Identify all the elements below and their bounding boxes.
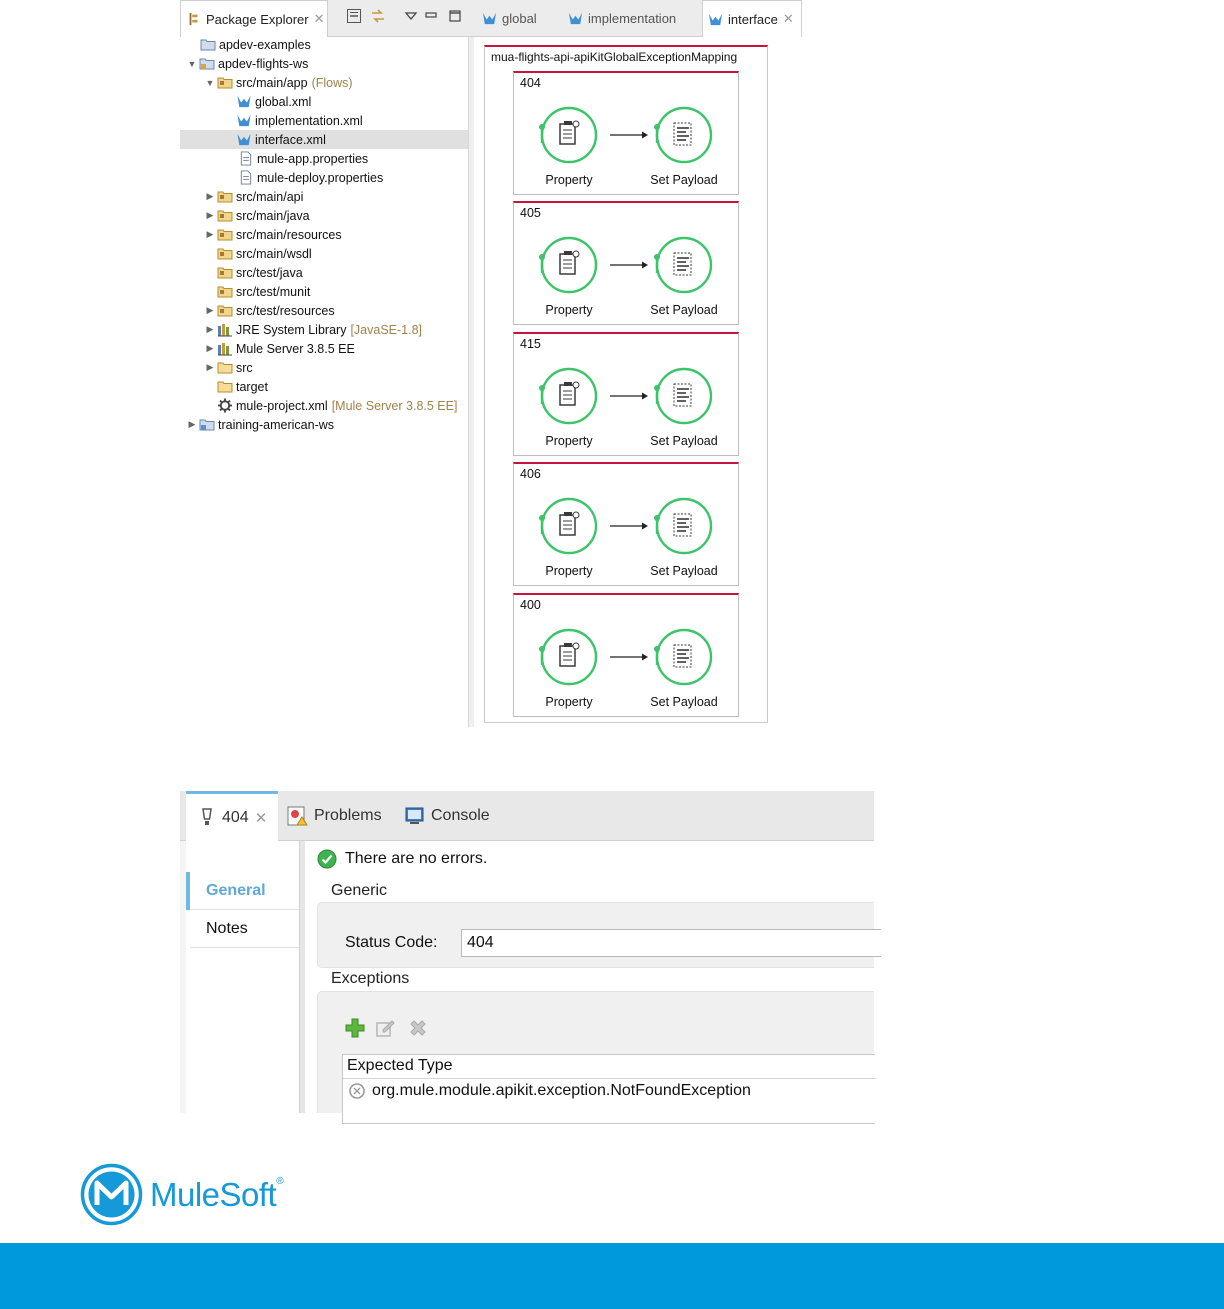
add-icon[interactable] [345,1018,365,1038]
tree-item[interactable]: ▶ src [206,360,253,375]
property-label: Property [545,564,593,578]
properties-content [305,841,874,1113]
nav-general[interactable]: General [186,872,299,910]
flow-406[interactable] [513,462,739,586]
tree-item[interactable]: mule-app.properties [180,149,468,168]
close-icon[interactable]: ✕ [313,11,325,26]
editor-tab-bar [180,0,802,37]
source-folder-icon [217,75,233,90]
tab-label: global [502,11,537,26]
mule-config-icon [236,94,252,109]
collapse-twisty-icon[interactable]: ▶ [206,191,214,201]
validation-status: There are no errors. [317,849,487,869]
console-icon [404,806,426,826]
gear-icon [217,398,233,413]
flow-405[interactable] [513,201,739,325]
delete-icon[interactable] [408,1018,428,1038]
status-code-label: Status Code: [345,934,438,951]
table-row[interactable]: org.mule.module.apikit.exception.NotFoundException [348,1082,751,1100]
footer-bar [0,1243,1224,1309]
source-folder-icon [217,265,233,280]
mulesoft-logo-icon [80,1163,143,1226]
set-payload-label: Set Payload [650,564,718,578]
tree-item[interactable]: ▶ src/main/api [206,189,304,204]
mule-config-icon [482,11,497,26]
exception-strategy-icon [200,807,214,829]
source-folder-icon [217,284,233,299]
tree-item[interactable]: mule-project.xml [Mule Server 3.8.5 EE] [180,396,468,415]
flow-name: 400 [520,598,541,612]
mule-config-icon [568,11,583,26]
column-header-expected-type[interactable]: Expected Type [343,1055,876,1079]
view-splitter[interactable] [468,37,474,727]
collapse-twisty-icon[interactable]: ▶ [206,324,214,334]
maximize-icon[interactable] [447,8,463,24]
property-label: Property [545,173,593,187]
tree-item-selected[interactable]: interface.xml [180,130,468,149]
tab-label: implementation [588,11,677,26]
project-icon [199,56,215,71]
tree-item[interactable]: ▶ src/main/java [206,208,310,223]
tree-item[interactable]: global.xml [180,92,468,111]
section-title-exceptions: Exceptions [331,970,410,987]
exception-class-icon [348,1082,366,1100]
flow-arrow [610,523,648,530]
tree-item[interactable]: target [180,377,468,396]
properties-file-icon [238,151,254,166]
mule-config-icon [236,113,252,128]
tree-item[interactable]: ▼ apdev-flights-ws [187,56,309,71]
tree-item[interactable]: mule-deploy.properties [180,168,468,187]
set-payload-label: Set Payload [650,695,718,709]
collapse-twisty-icon[interactable]: ▶ [206,229,214,239]
property-processor-icon [539,630,596,684]
nav-notes[interactable]: Notes [206,920,248,937]
package-explorer-icon [187,12,201,26]
flow-name: 404 [520,76,541,90]
tree-item[interactable]: implementation.xml [180,111,468,130]
collapse-twisty-icon[interactable]: ▶ [206,210,214,220]
flow-name: 405 [520,206,541,220]
mule-config-icon [708,12,723,27]
flow-name: 415 [520,337,541,351]
tab-console[interactable]: Console [404,791,514,841]
set-payload-label: Set Payload [650,303,718,317]
collapse-twisty-icon[interactable]: ▶ [188,419,196,429]
exceptions-group [317,991,874,1113]
expand-twisty-icon[interactable]: ▼ [205,77,215,88]
mule-config-icon [236,132,252,147]
set-payload-processor-icon [654,630,711,684]
project-icon [199,417,215,432]
view-menu-icon[interactable] [403,8,419,24]
flow-arrow [610,393,648,400]
flow-name: 406 [520,467,541,481]
properties-file-icon [238,170,254,185]
tab-implementation[interactable] [564,0,702,37]
tree-item[interactable]: ▶ training-american-ws [188,417,335,432]
closed-project-icon [200,37,216,52]
tree-item[interactable]: src/test/java [180,263,468,282]
mulesoft-wordmark: MuleSoft® [150,1175,284,1213]
set-payload-processor-icon [654,108,711,162]
generic-group [317,902,874,968]
package-explorer [180,37,468,727]
tree-item[interactable]: ▼ src/main/app (Flows) [205,75,353,90]
source-folder-icon [217,208,233,223]
section-title-generic: Generic [331,882,388,899]
flow-arrow [610,132,648,139]
set-payload-processor-icon [654,238,711,292]
tree-item[interactable]: ▶ src/test/resources [206,303,335,318]
set-payload-label: Set Payload [650,434,718,448]
property-processor-icon [539,238,596,292]
property-processor-icon [539,499,596,553]
property-processor-icon [539,108,596,162]
folder-icon [217,360,233,375]
flow-canvas [484,45,768,723]
properties-panel [180,791,874,1113]
tree-item[interactable]: apdev-examples [180,35,468,54]
flow-arrow [610,654,648,661]
tab-package-explorer[interactable] [180,0,328,37]
close-icon[interactable]: ✕ [254,809,268,827]
tree-item[interactable]: src/main/wsdl [180,244,468,263]
flow-415[interactable] [513,332,739,456]
close-icon[interactable]: ✕ [782,11,794,26]
status-code-input[interactable]: 404 [461,929,881,957]
flow-arrow [610,262,648,269]
folder-icon [217,379,233,394]
set-payload-label: Set Payload [650,173,718,187]
source-folder-icon [217,189,233,204]
exceptions-table [342,1054,875,1124]
properties-nav [186,841,299,1113]
canvas-title: mua-flights-api-apiKitGlobalExceptionMapping [491,50,738,64]
tab-label: Package Explorer [206,11,309,27]
link-with-editor-icon[interactable] [370,8,386,24]
problems-icon [286,805,308,827]
collapse-all-icon[interactable] [346,8,362,24]
set-payload-processor-icon [654,369,711,423]
edit-icon[interactable] [375,1018,395,1038]
tab-404[interactable]: 404 ✕ [186,791,278,841]
tree-item[interactable]: ▶ Mule Server 3.8.5 EE [206,341,355,356]
source-folder-icon [217,303,233,318]
tree-item[interactable]: src/test/munit [180,282,468,301]
library-icon [217,322,233,337]
collapse-twisty-icon[interactable]: ▶ [206,305,214,315]
tab-global[interactable] [478,0,564,37]
tree-item[interactable]: ▶ src/main/resources [206,227,342,242]
property-label: Property [545,434,593,448]
minimize-icon[interactable] [423,8,439,24]
property-processor-icon [539,369,596,423]
flow-400[interactable] [513,593,739,717]
set-payload-processor-icon [654,499,711,553]
expand-twisty-icon[interactable]: ▼ [187,58,197,69]
check-ok-icon [317,849,337,869]
tab-problems[interactable]: Problems [286,791,398,841]
collapse-twisty-icon[interactable]: ▶ [206,362,214,372]
source-folder-icon [217,246,233,261]
properties-tab-bar [180,791,874,841]
tree-item[interactable]: ▶ JRE System Library [JavaSE-1.8] [206,322,423,337]
source-folder-icon [217,227,233,242]
tab-label: interface [728,11,778,27]
tab-interface[interactable] [702,0,802,37]
library-icon [217,341,233,356]
flow-404[interactable] [513,71,739,195]
property-label: Property [545,303,593,317]
mulesoft-logo [80,1163,283,1226]
property-label: Property [545,695,593,709]
collapse-twisty-icon[interactable]: ▶ [206,343,214,353]
